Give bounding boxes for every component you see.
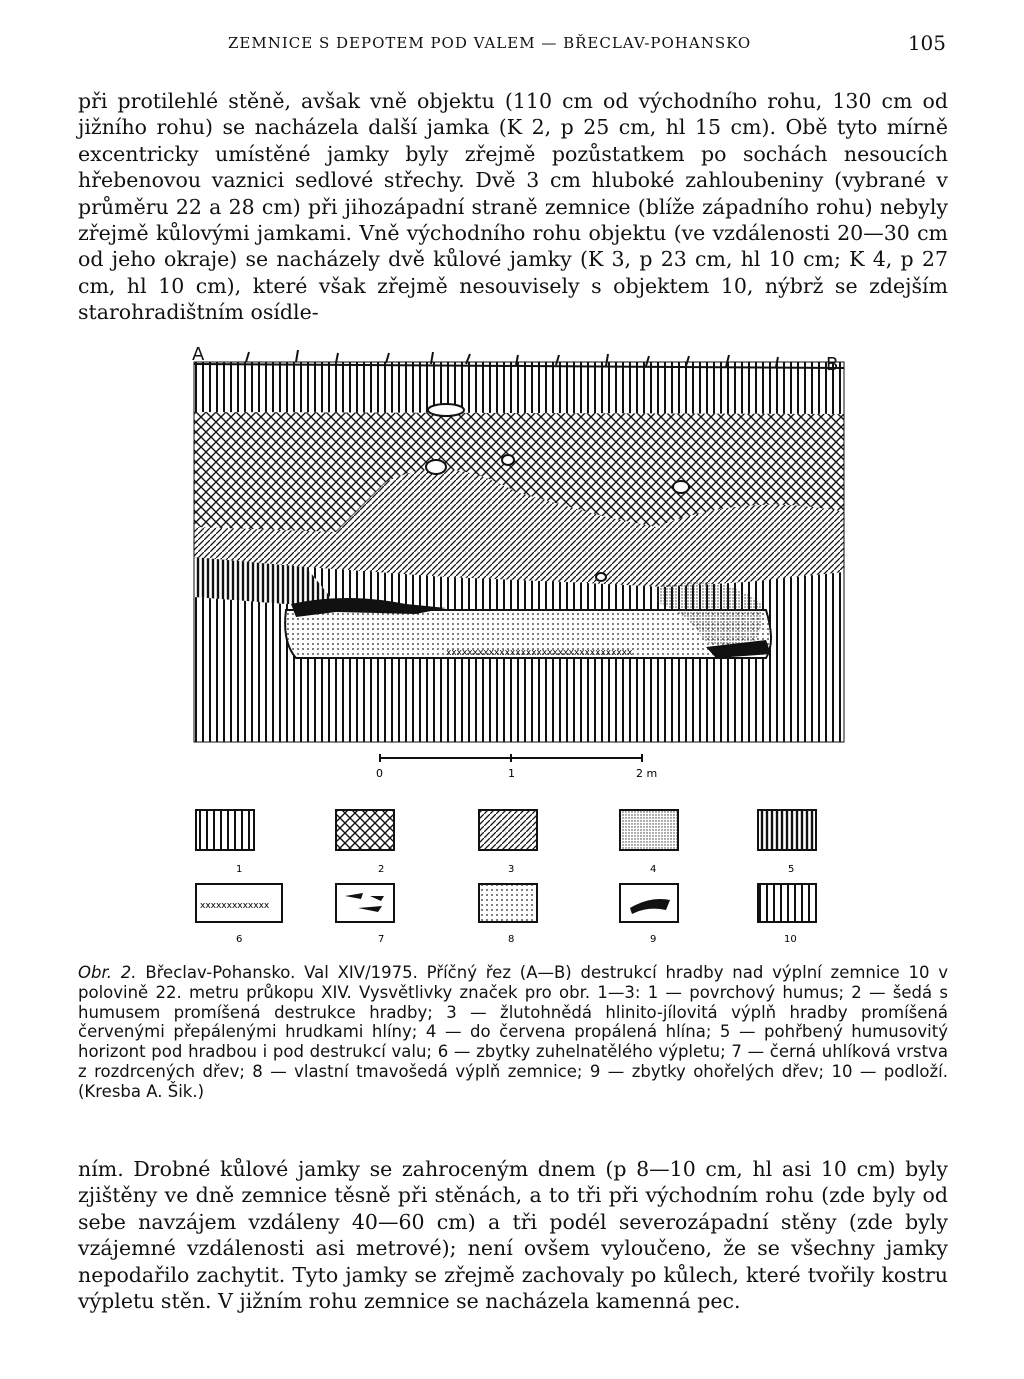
legend-label-1: 1: [236, 864, 243, 875]
section-drawing: [186, 342, 852, 760]
body-paragraph-top: při protilehlé stěně, avšak vně objektu (110 cm od východního rohu, 130 cm od jižního rohu) se nacházela další jamka (K 2, p 25 cm, hl 15 cm). Obě tyto mírně excentricky umístěné jamky byly zřejmě pozůstatkem po sochách nesoucích hřebenovou vaznici sedlové střechy. Dvě 3 cm hluboké zahloubeniny (vybrané v průměru 22 a 28 cm) při jihozápadní straně zemnice (blíže západního rohu) nebyly zřejmě kůlovými jamkami. Vně východního rohu objektu (ve vzdálenosti 20—30 cm od jeho okraje) se nacházely dvě kůlové jamky (K 3, p 23 cm, hl 10 cm; K 4, p 27 cm, hl 10 cm), které však zřejmě nesouvisely s objektem 10, nýbrž se zdejším starohradištním osídle-: [78, 89, 948, 325]
legend-label-2: 2: [378, 864, 385, 875]
legend-label-3: 3: [508, 864, 515, 875]
figure-legend: [190, 808, 826, 948]
legend-label-4: 4: [650, 864, 657, 875]
legend-swatch-1: [196, 810, 254, 850]
svg-text:xxxxxxxxxxxxx: xxxxxxxxxxxxx: [200, 901, 270, 911]
legend-swatch-7: [336, 884, 394, 922]
running-title: ZEMNICE S DEPOTEM POD VALEM — BŘECLAV-POHANSKO: [228, 34, 752, 52]
figure-caption: [78, 963, 948, 1102]
scale-tick-0: 0: [376, 767, 383, 780]
svg-text:xxxxxxxxxxxxxxxxxxxxxxxxxxxxxx: xxxxxxxxxxxxxxxxxxxxxxxxxxxxxxxxxxx: [446, 648, 633, 658]
legend-label-10: 10: [784, 934, 797, 945]
legend-label-7: 7: [378, 934, 385, 945]
section-label-a: A: [192, 344, 205, 365]
topsoil-humus-layer: [194, 364, 844, 414]
caption-lead: Obr. 2.: [78, 963, 137, 982]
page-header: [78, 31, 946, 60]
scale-tick-2m: 2 m: [636, 767, 658, 780]
legend-swatch-8: [479, 884, 537, 922]
legend-swatch-2: [336, 810, 394, 850]
legend-label-8: 8: [508, 934, 515, 945]
scale-tick-1: 1: [508, 767, 515, 780]
page-number: 105: [907, 31, 946, 55]
body-paragraph-bottom: ním. Drobné kůlové jamky se zahroceným dnem (p 8—10 cm, hl asi 10 cm) byly zjištěny ve dně zemnice těsně při stěnách, a to tři při východním rohu (zde byly od sebe navzájem vzdáleny 40—60 cm) a tři podél severozápadní stěny (zde byly vzájemné vzdálenosti asi metrové); není ovšem vyloučeno, že se všechny jamky nepodařilo zachytit. Tyto jamky se zřejmě zachovaly po kůlech, které tvořily kostru výpletu stěn. V jižním rohu zemnice se nacházela kamenná pec.: [78, 1157, 948, 1314]
legend-swatch-10: [758, 884, 816, 922]
scale-bar: [370, 752, 690, 782]
legend-label-9: 9: [650, 934, 657, 945]
legend-swatch-5: [758, 810, 816, 850]
caption-text: Břeclav-Pohansko. Val XIV/1975. Příčný řez (A—B) destrukcí hradby nad výplní zemnice 10 v polovině 22. metru průkopu XIV. Vysvětlivky značek pro obr. 1—3: 1 — povrchový humus; 2 — šedá s humusem promíšená destrukce hradby; 3 — žlutohnědá hlinito-jílovitá výplň hradby promíšená červenými přepálenými hrudkami hlíny; 4 — do červena propálená hlína; 5 — pohřbený humusovitý horizont pod hradbou i pod destrukcí valu; 6 — zbytky zuhelnatělého výpletu; 7 — černá uhlíková vrstva z rozdrcených dřev; 8 — vlastní tmavošedá výplň zemnice; 9 — zbytky ohořelých dřev; 10 — podloží. (Kresba A. Šik.): [78, 963, 949, 1101]
legend-label-6: 6: [236, 934, 243, 945]
legend-swatch-3: [479, 810, 537, 850]
legend-label-5: 5: [788, 864, 795, 875]
section-label-b: B: [826, 354, 839, 375]
legend-swatch-4: [620, 810, 678, 850]
